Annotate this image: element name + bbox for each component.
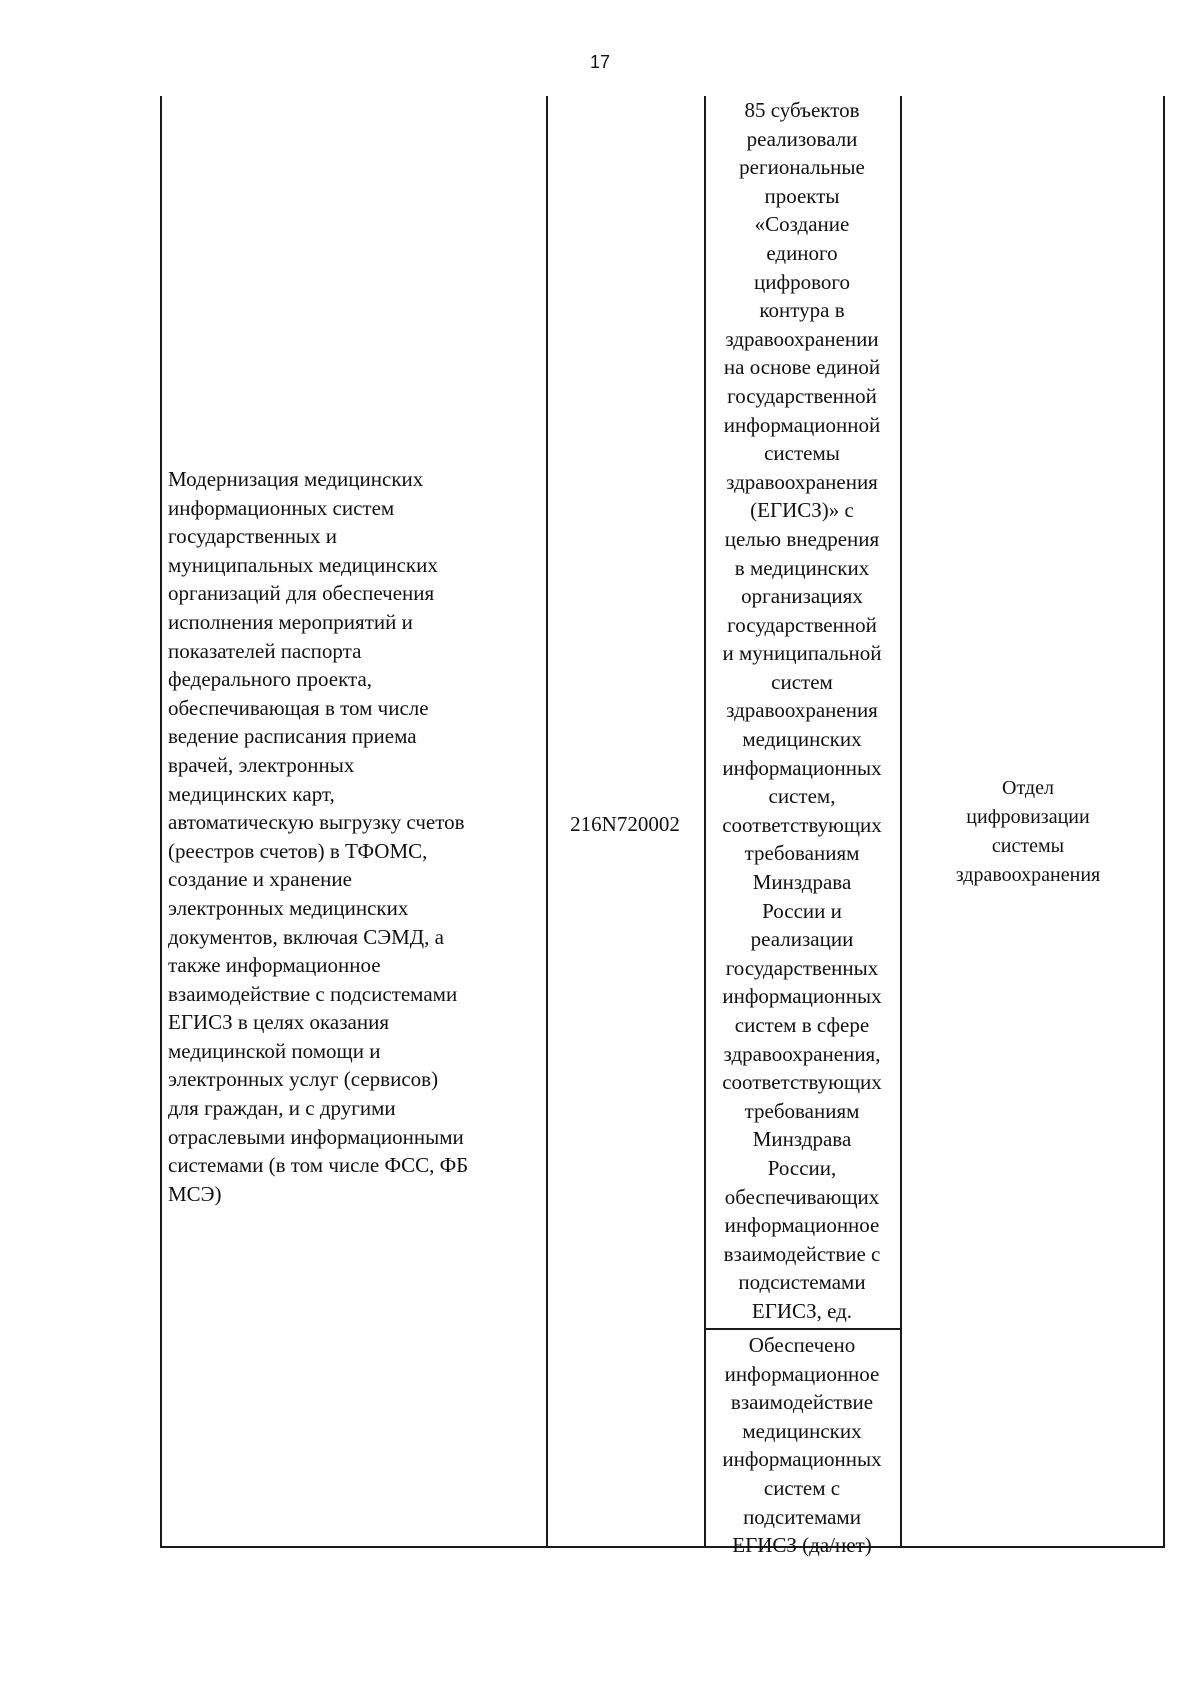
indicator-line: здравоохранения (726, 469, 878, 494)
indicator-line: обеспечивающих (724, 1184, 880, 1209)
description-line: ЕГИСЗ в целях оказания (168, 1010, 389, 1035)
page-number: 17 (589, 52, 611, 72)
indicator-line: контура в (759, 298, 845, 323)
indicator-line: региональные (739, 155, 865, 180)
table-border-left (160, 96, 162, 1548)
indicator-line: требованиям (744, 841, 860, 866)
indicator-line: систем, (768, 784, 836, 809)
indicator-line: информационных (722, 984, 882, 1009)
indicator-line: России, (767, 1155, 837, 1180)
indicator-line: соответствующих (722, 812, 882, 837)
description-line: отраслевыми информационными (168, 1124, 464, 1149)
indicator-row-divider (704, 1328, 902, 1330)
description-line: электронных услуг (сервисов) (168, 1067, 439, 1092)
indicator-line: России и (762, 898, 842, 923)
indicator-line: и муниципальной (722, 641, 882, 666)
indicator-line: целью внедрения (724, 526, 880, 551)
description-line: медицинской помощи и (168, 1038, 381, 1063)
indicator-cell-1 (707, 96, 897, 1326)
description-line: создание и хранение (168, 867, 352, 892)
column-divider-desc-code (546, 96, 548, 1548)
indicator-line: Минздрава (752, 1127, 852, 1152)
indicator-line: Обеспечено (748, 1333, 856, 1357)
indicator-line: требованиям (744, 1098, 860, 1123)
indicator-line: государственной (727, 612, 877, 637)
measure-description-cell (168, 465, 544, 1208)
description-line: для граждан, и с другими (168, 1096, 396, 1121)
indicator-line: информационной (723, 412, 881, 437)
indicator-line: взаимодействие (730, 1390, 874, 1415)
indicator-line: в медицинских (734, 555, 870, 580)
responsible-line: цифровизации (966, 806, 1090, 828)
description-line: МСЭ) (168, 1181, 222, 1206)
indicator-line: 85 субъектов (744, 98, 860, 122)
indicator-line: информационное (724, 1361, 880, 1386)
indicator-line: информационное (724, 1213, 880, 1238)
indicator-line: подситемами (743, 1504, 861, 1529)
indicator-line: медицинских (742, 727, 862, 752)
indicator-line: информационных (722, 1447, 882, 1472)
column-divider-indicator-responsible (900, 96, 902, 1548)
indicator-line: реализовали (746, 126, 858, 151)
indicator-line: проекты (764, 183, 840, 208)
description-line: медицинских карт, (168, 781, 335, 806)
measure-code-cell: 216N720002 (570, 812, 680, 836)
indicator-line: здравоохранении (725, 326, 879, 351)
indicator-line: систем (771, 669, 833, 694)
indicator-line: ЕГИСЗ, ед. (751, 1298, 853, 1323)
description-line: государственных и (168, 524, 338, 549)
description-line: муниципальных медицинских (168, 552, 438, 577)
indicator-line: информационных (722, 755, 882, 780)
description-line: ведение расписания приема (168, 724, 417, 749)
description-line: врачей, электронных (168, 752, 355, 777)
indicator-line: государственных (725, 955, 879, 980)
indicator-line: «Создание (754, 212, 850, 237)
indicator-line: подсистемами (738, 1270, 866, 1295)
indicator-cell-2 (707, 1331, 897, 1560)
indicator-line: соответствующих (722, 1070, 882, 1095)
indicator-line: взаимодействие с (723, 1241, 881, 1266)
table-border-bottom (160, 1546, 1165, 1548)
indicator-line: систем с (763, 1475, 841, 1500)
indicator-line: здравоохранения (726, 698, 878, 723)
indicator-line: реализации (750, 927, 854, 952)
responsible-line: здравоохранения (955, 864, 1101, 886)
description-line: показателей паспорта (168, 638, 362, 663)
indicator-line: Минздрава (752, 870, 852, 895)
description-line: обеспечивающая в том числе (168, 695, 429, 720)
indicator-line: государственной (727, 383, 877, 408)
indicator-line: (ЕГИСЗ)» с (750, 498, 854, 523)
indicator-line: медицинских (742, 1418, 862, 1443)
description-line: (реестров счетов) в ТФОМС, (168, 838, 428, 863)
description-line: Модернизация медицинских (168, 467, 424, 491)
document-table (160, 96, 1164, 1558)
indicator-line: организациях (741, 584, 863, 609)
indicator-line: единого (766, 240, 838, 265)
description-line: взаимодействие с подсистемами (168, 981, 458, 1006)
responsible-department-cell (912, 774, 1144, 890)
responsible-line: Отдел (1002, 777, 1054, 799)
description-line: также информационное (168, 953, 381, 978)
description-line: исполнения мероприятий и (168, 609, 413, 634)
indicator-line: цифрового (754, 269, 850, 294)
indicator-line: систем в сфере (734, 1013, 870, 1037)
description-line: электронных медицинских (168, 895, 409, 920)
indicator-line: системы (764, 441, 840, 466)
indicator-line: ЕГИСЗ (да/нет) (732, 1533, 872, 1558)
table-border-right (1163, 96, 1165, 1548)
description-line: информационных систем (168, 495, 395, 520)
description-line: автоматическую выгрузку счетов (168, 810, 465, 835)
description-line: системами (в том числе ФСС, ФБ (168, 1153, 469, 1178)
description-line: документов, включая СЭМД, а (168, 924, 444, 949)
indicator-line: здравоохранения, (723, 1041, 881, 1066)
description-line: организаций для обеспечения (168, 581, 435, 606)
indicator-line: на основе единой (723, 355, 881, 380)
description-line: федерального проекта, (168, 667, 373, 692)
column-divider-code-indicator (704, 96, 706, 1548)
responsible-line: системы (991, 835, 1065, 857)
